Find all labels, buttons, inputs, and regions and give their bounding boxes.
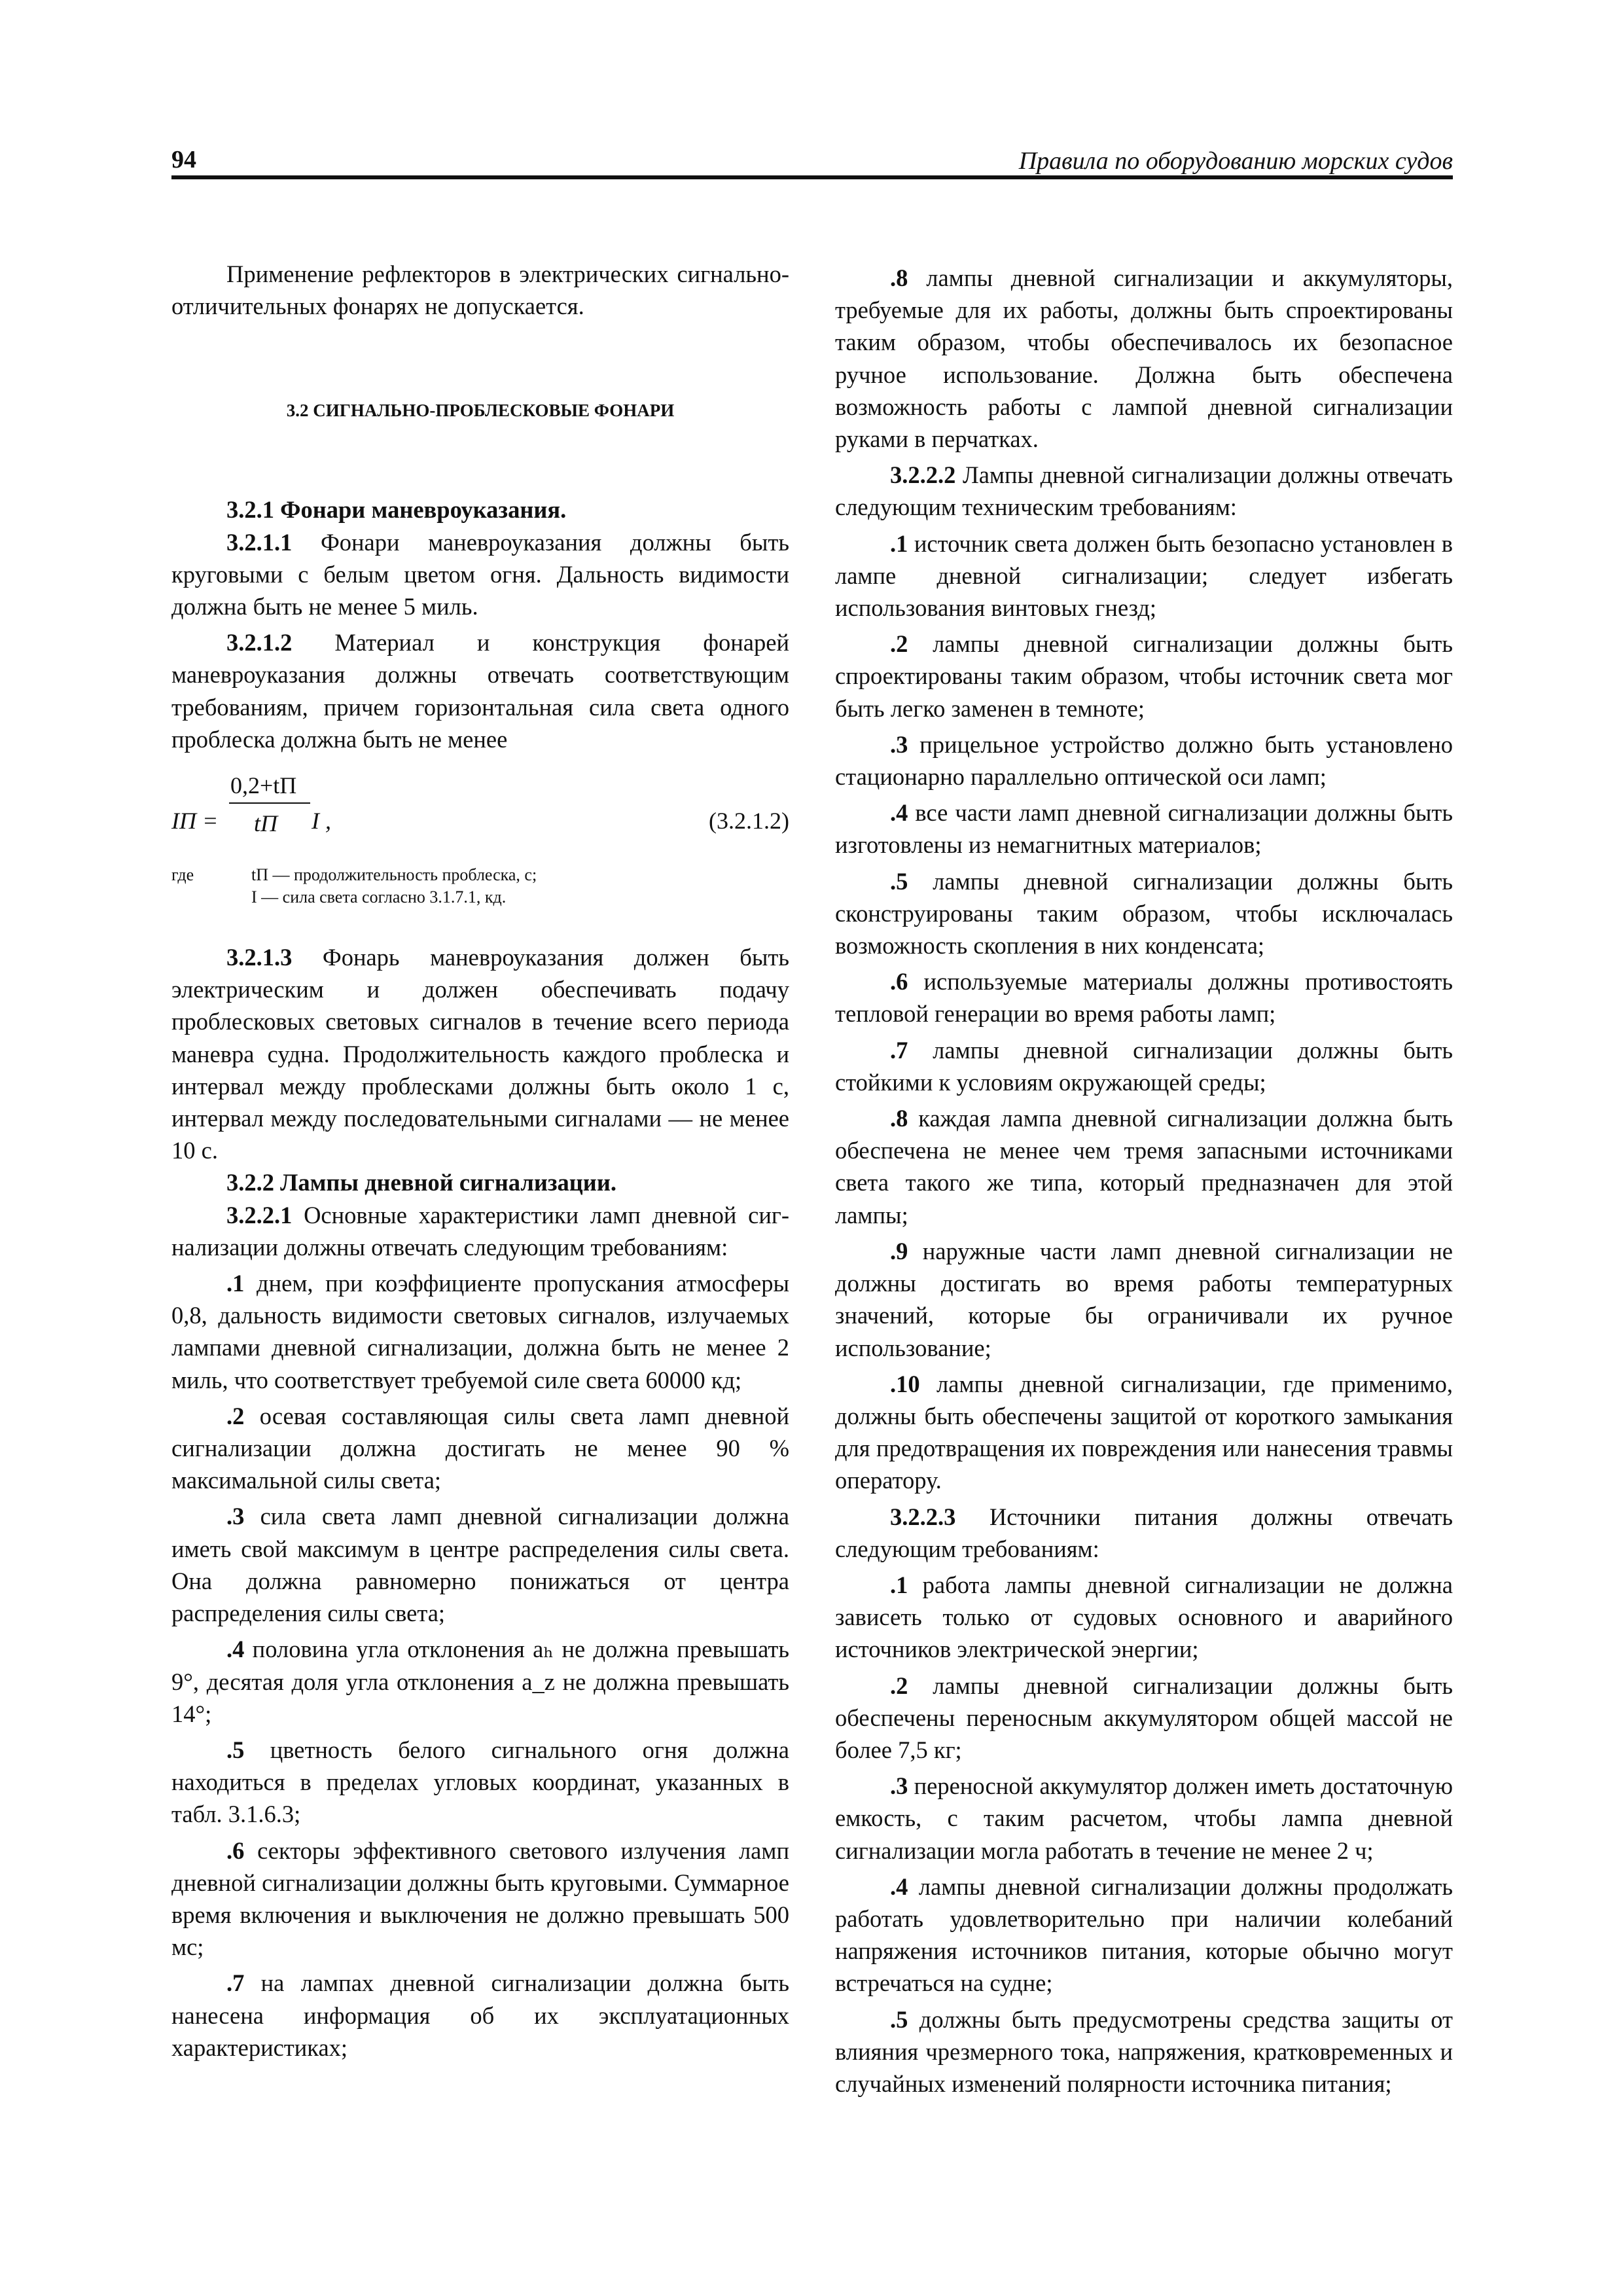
formula-rest: I , [312,808,331,834]
right-item-list-c [835,1569,1453,2100]
where-line-1: tП — продолжительность проблеска, с; [251,865,537,885]
list-item: .2 лампы дневной сигнализации должны быть спроектированы таким образом, чтобы источник света мог быть легко заменен в темноте; [835,630,1453,722]
list-item: .5 лампы дневной сигнализации должны быть сконструированы таким образом, чтобы исключалась возможность скопления в них конденсата; [835,867,1453,960]
para-3-2-1-3: 3.2.1.3 Фонарь маневроуказания должен быть электрическим и должен обеспечивать подачу проблесковых световых сигналов в течение всего периода маневра судна. Продолжительность каждого проблеска и интервал между проблесками должны быть около 1 с, интервал между последовательными сигналами — не менее 10 с. [171,944,789,1164]
running-title: Правила по оборудованию морских судов [1018,147,1453,175]
list-item: .1 источник света должен быть безопасно установлен в лампе дневной сигнализации; следует избегать использования винтовых гнезд; [835,529,1453,622]
list-item: .8 лампы дневной сигнализации и аккумуляторы, требуемые для их работы, должны быть спроектированы таким образом, чтобы обеспечивалось их безопасное ручное использование. Должна быть обеспечена возможность работы с лампой дневной сигнализации руками в перчатках. [835,264,1453,453]
list-item: .7 лампы дневной сигнализации должны быть стойкими к условиям окружающей среды; [835,1036,1453,1096]
where-line-2: I — сила света согласно 3.1.7.1, кд. [251,888,507,907]
list-item: .6 используемые материалы должны противостоять тепловой генерации во время работы ламп; [835,968,1453,1028]
para-3-2-2-3: 3.2.2.3 Источники питания должны отвечать следующим требованиям: [835,1503,1453,1562]
left-column [171,258,789,2064]
left-item-list [171,1267,789,2064]
list-item: .2 осевая составляющая силы света ламп дневной сигнализации должна достигать не менее 90 % максимальной силы света; [171,1402,789,1494]
list-item: .1 днем, при коэффициенте пропускания атмосферы 0,8, дальность видимости световых сигналов, излучаемых лампами дневной сигнализации, должна быть не менее 2 миль, что соответствует требуемой силе света 60000 кд; [171,1270,789,1393]
list-item: .6 секторы эффективного светового излучения ламп дневной сигнализации должны быть круговыми. Суммарное время включения и выключения не должно превышать 500 мс; [171,1837,789,1961]
list-item: .3 сила света ламп дневной сигнализации должна иметь свой максимум в центре распределения силы света. Она должна равномерно понижаться от центра распределения силы света; [171,1503,789,1627]
list-item: .10 лампы дневной сигнализации, где применимо, должны быть обеспечены защитой от короткого замыкания для предотвращения их повреждения или нанесения травмы оператору. [835,1370,1453,1494]
right-column [835,258,1453,2100]
list-item: .8 каждая лампа дневной сигнализации должна быть обеспечена не менее чем тремя запасными источниками света такого же типа, который предназначен для этой лампы; [835,1105,1453,1229]
formula-legend [171,864,789,919]
list-item: .7 на лампах дневной сигнализации должна быть нанесена информация об их эксплуатационных характеристиках; [171,1969,789,2061]
page-number: 94 [171,146,196,173]
list-item: .5 цветность белого сигнального огня должна находиться в пределах угловых координат, указанных в табл. 3.1.6.3; [171,1736,789,1828]
list-item: .3 прицельное устройство должно быть установлено стационарно параллельно оптической оси ламп; [835,730,1453,791]
list-item: .4 лампы дневной сигнализации должны продолжать работать удовлетворительно при наличии колебаний напряжения источников питания, которые обычно могут встречаться на судне; [835,1873,1453,1997]
heading-3-2-2: 3.2.2 Лампы дневной сигнализации. [226,1169,616,1196]
header-rule [171,175,1453,179]
list-item: .5 должны быть предусмотрены средства защиты от влияния чрезмерного тока, напряжения, кратковременных и случайных изменений полярности источника питания; [835,2005,1453,2097]
heading-3-2-1: 3.2.1 Фонари маневроуказания. [226,496,567,524]
formula-numerator: 0,2+tП [230,772,297,799]
right-item-list-a [835,262,1453,455]
list-item: .2 лампы дневной сигнализации должны быть обеспечены переносным аккумулятором общей массой не более 7,5 кг; [835,1672,1453,1763]
list-item: .4 все части ламп дневной сигнализации должны быть изготовлены из немагнитных материалов; [835,799,1453,859]
formula-lhs: IП = [171,808,219,834]
para-3-2-1-2: 3.2.1.2 Материал и конструкция фонарей маневроуказания должны отвечать соответствующим требованиям, причем горизонтальная сила света одного проблеска должна быть не менее [171,629,789,753]
list-item: .9 наружные части ламп дневной сигнализации не должны достигать во время работы температурных значений, которые бы ограничивали их ручное использование; [835,1237,1453,1361]
formula-3-2-1-2 [171,770,789,864]
formula-denominator: tП [254,810,277,837]
para-3-2-2-2: 3.2.2.2 Лампы дневной сигнализации должны отвечать следующим техническим требованиям: [835,461,1453,521]
section-title: 3.2 СИГНАЛЬНО-ПРОБЛЕСКОВЫЕ ФОНАРИ [286,401,675,421]
where-label: где [171,865,194,885]
fraction-bar [229,802,310,804]
list-item: .1 работа лампы дневной сигнализации не должна зависеть только от судовых основного и аварийного источников электрической энергии; [835,1571,1453,1663]
list-item: .4 половина угла отклонения aₕ не должна превышать 9°, десятая доля угла отклонения a_z не должна превышать 14°; [171,1636,789,1727]
list-item: .3 переносной аккумулятор должен иметь достаточную емкость, с таким расчетом, чтобы лампа дневной сигнализации могла работать в течение не менее 2 ч; [835,1772,1453,1864]
para-3-2-1-1: 3.2.1.1 Фонари маневроуказания должны быть круговыми с белым цветом огня. Дальность видимости должна быть не менее 5 миль. [171,528,789,620]
formula-number: (3.2.1.2) [709,808,789,834]
para-3-2-2-1: 3.2.2.1 Основные характеристики ламп дневной сигнализации должны отвечать следующим требованиям: [171,1201,789,1261]
intro-paragraph: Применение рефлекторов в электрических сигнально-отличительных фонарях не допускается. [171,260,789,320]
right-item-list-b [835,528,1453,1497]
